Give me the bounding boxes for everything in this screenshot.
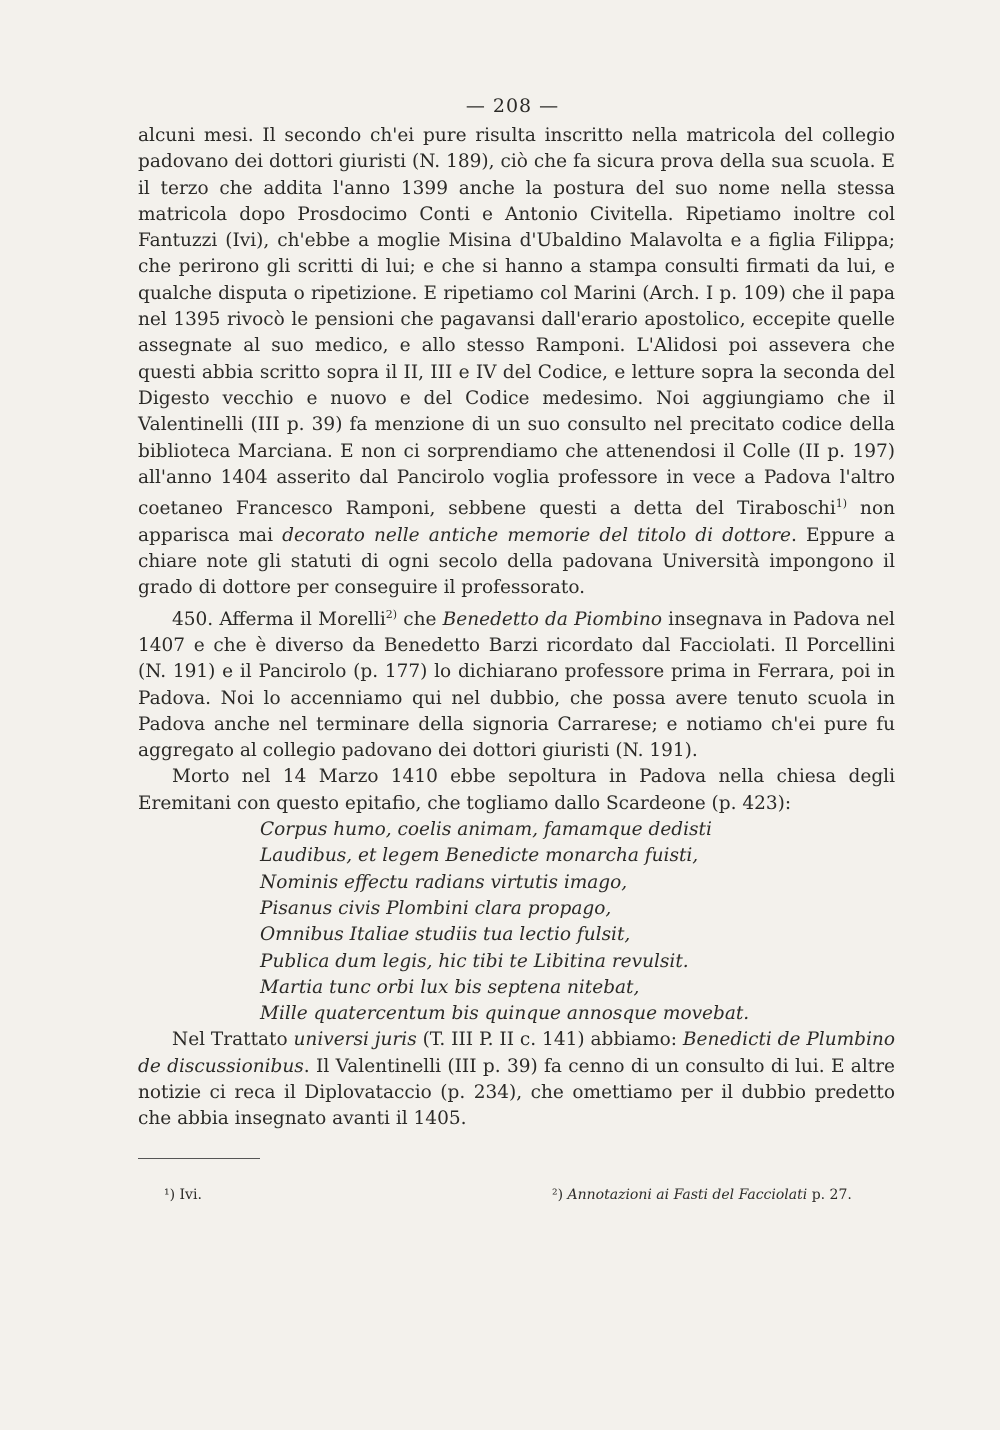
poem-line: Martia tunc orbi lux bis septena nitebat, xyxy=(260,976,640,998)
footnote-ref-1: 1) xyxy=(835,497,848,511)
poem-line: Omnibus Italiae studiis tua lectio fulsit, xyxy=(260,924,631,946)
poem-line: Pisanus civis Plombini clara propago, xyxy=(260,897,612,919)
footnote-2-page: p. 27. xyxy=(811,1187,852,1203)
footnote-2 xyxy=(552,1187,852,1203)
footnote-divider xyxy=(138,1158,260,1159)
paragraph-trattato-italic: universi juris xyxy=(293,1029,417,1051)
paragraph-trattato-text-b: (T. III P. II c. 141) abbiamo: xyxy=(416,1029,683,1051)
paragraph-450-italic: Benedetto da Piombino xyxy=(442,608,662,630)
footnote-ref-2: 2) xyxy=(385,607,398,621)
poem-line: Nominis effectu radians virtutis imago, xyxy=(260,871,628,893)
paragraph-450-text: 450. Afferma il Morelli xyxy=(172,608,386,630)
poem-line: Publica dum legis, hic tibi te Libitina revulsit. xyxy=(260,950,689,972)
paragraph-1-text: alcuni mesi. Il secondo ch'ei pure risulta inscritto nella matricola del collegio padovano dei dottori giuristi (N. 189), ciò che fa sicura prova della sua scuola. E il terzo che addita l'anno 1399 anche la postura del suo nome nella stessa matricola dopo Prosdocimo Conti e Antonio Civitella. Ripetiamo inoltre col Fantuzzi (Ivi), ch'ebbe a moglie Misina d'Ubaldino Malavolta e a figlia Filippa; che perirono gli scritti di lui; e che si hanno a stampa consulti firmati da lui, e qualche disputa o ripetizione. E ripetiamo col Marini (Arch. I p. 109) che il papa nel 1395 rivocò le pensioni che pagavansi dall'erario apostolico, eccepite quelle assegnate al suo medico, e allo stesso Ramponi. L'Alidosi poi assevera che questi abbia scritto sopra il II, III e IV del Codice, e letture sopra la seconda del Digesto vecchio e nuovo e del Codice medesimo. Noi aggiungiamo che il Valentinelli (III p. 39) fa menzione di un suo consulto nel precitato codice della biblioteca Marciana. E non ci sorprendiamo che attenendosi il Colle (II p. 197) all'anno 1404 asserito dal Pancirolo voglia professore in vece a Padova l'altro coetaneo Francesco Ramponi, sebbene questi a detta del Tiraboschi xyxy=(138,125,895,520)
footnote-1: ¹) Ivi. xyxy=(164,1187,202,1203)
paragraph-trattato-text-c: . Il Valentinelli (III p. 39) fa cenno di un consulto di lui. E altre notizie ci reca il Diplovataccio (p. 234), che omettiamo per il dubbio predetto che abbia insegnato avanti il 1405. xyxy=(138,1055,895,1130)
paragraph-trattato-text: Nel Trattato xyxy=(172,1029,294,1051)
paragraph-trattato-italic-b: Benedicti de Plumbino de discussionibus xyxy=(138,1029,895,1077)
paragraph-450-text-b: che xyxy=(397,608,443,630)
body-text xyxy=(138,123,895,1133)
poem-line: Laudibus, et legem Benedicte monarcha fuisti, xyxy=(260,845,699,867)
paragraph-epitaph-intro: Morto nel 14 Marzo 1410 ebbe sepoltura in Padova nella chiesa degli Eremitani con questo epitafio, che togliamo dallo Scardeone (p. 423): xyxy=(138,766,895,814)
footnote-2-title: Annotazioni ai Fasti del Facciolati xyxy=(567,1187,808,1203)
paragraph-450 xyxy=(138,602,895,765)
paragraph-1 xyxy=(138,123,895,602)
paragraph-450-text-c: insegnava in Padova nel 1407 e che è diverso da Benedetto Barzi ricordato dal Facciolati. Il Porcellini (N. 191) e il Pancirolo (p. 177) lo dichiarano professore prima in Ferrara, poi in Padova. Noi lo accenniamo qui nel dubbio, che possa avere tenuto scuola in Padova anche nel terminare della signoria Carrarese; e notiamo ch'ei pure fu aggregato al collegio padovano dei dottori giuristi (N. 191). xyxy=(138,608,895,762)
epitaph-poem xyxy=(260,817,895,1027)
paragraph-1-italic: decorato nelle antiche memorie del titolo di dottore xyxy=(282,524,791,546)
poem-line: Corpus humo, coelis animam, famamque dedisti xyxy=(260,819,712,841)
paragraph-1-text-c: . Eppure a chiare note gli statuti di ogni secolo della padovana Università impongono il grado di dottore per conseguire il professorato. xyxy=(138,524,895,599)
poem-line: Mille quatercentum bis quinque annosque movebat. xyxy=(260,1003,750,1025)
paragraph-trattato xyxy=(138,1027,895,1132)
page-number: — 208 — xyxy=(465,95,560,117)
paragraph-1-text-b: non apparisca mai xyxy=(138,498,895,546)
footnote-2-mark: ²) xyxy=(552,1187,564,1203)
